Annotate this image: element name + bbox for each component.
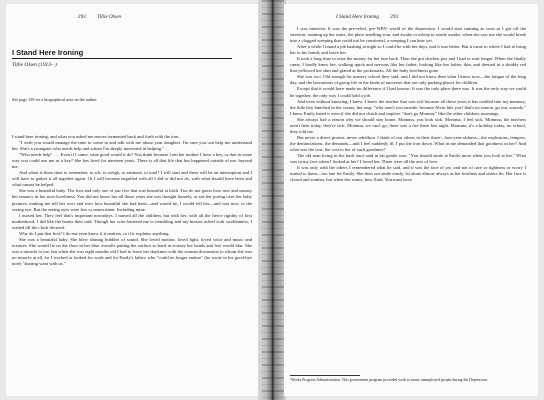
paragraph: She always had a reason why we should stay home. Momma, you look sick. Momma, I feel sick. Momma, the teachers aren't here today, they're sick. Momma, we can't go, there was a fire there last night. Momma, it's a holiday today, no school, they told me. — [290, 116, 526, 134]
paragraph: She was a beautiful baby. She blew shining bubbles of sound. She loved motion, loved light, loved color and music and textures. She would lie on the floor in her blue overalls patting the surface so hard in ecstasy her hands and feet would blur. She was a miracle to me, but when she was eight months old I had to leave her daytimes with the woman downstairs to whom she was no miracle at all, for I worked or looked for work and for Emily's father, who "could no longer endure" (he wrote in his good-bye note) "sharing want with us." — [12, 236, 252, 266]
binding-marks — [262, 0, 284, 400]
paragraph: She was two. Old enough for nursery school they said, and I did not know then what I know now—the fatigue of the long day, and the lacerations of group life in the kinds of nurseries that are only parking places for children. — [290, 74, 526, 86]
paragraph: I was nineteen. It was the pre-relief, pre-WPA¹ world of the depression. I would start running as soon as I got off the streetcar, running up the stairs, the place smelling sour, and awake or asleep to startle awake, when she saw me she would break into a clogged weeping that could not be comforted, a weeping I can hear yet. — [290, 26, 526, 44]
paragraph: "Who needs help" . . . Even if I came, what good would it do? You think because I am her mother I have a key, or that in some way you could use me as a key? She has lived for nineteen years. There is all that life that has happened outside of me, beyond me. — [12, 152, 252, 170]
right-page — [284, 4, 538, 396]
paragraph: And when is there time to remember, to sift, to weigh, to estimate, to total? I will start and there will be an interruption and I will have to gather it all together again. Or I will become engulfed with all I did or did not do, with what should have been and what cannot be helped. — [12, 170, 252, 188]
paragraph: After a while I found a job hashing at night so I could be with her days, and it was better. But it came to where I had to bring her to his family and leave her. — [290, 44, 526, 56]
chapter-rule — [12, 58, 232, 59]
paragraph: And even without knowing, I knew. I knew the teacher that was evil because all these years it has curdled into my memory, the little boy hunched in the corner, her rasp, "why aren't you outside, because Alvin hits you? that's no reason, go out, scaredy." I knew Emily hated it even if she did not clutch and implore "don't go Mommy" like the other children, mornings. — [290, 98, 526, 116]
see-also-note: See page 159 for a biographical note on the author. — [12, 97, 98, 102]
paragraph: Why do I put that first? I do not even know if it matters, or if it explains anything. — [19, 230, 170, 236]
left-running-title: Tillie Olsen — [97, 14, 122, 20]
left-page-number: 292 — [78, 14, 86, 20]
author-line: Tillie Olsen (1913– ) — [12, 62, 57, 68]
footnote: ¹Works Progress Administration. This government program provided work to many unemployed people during the Depression. — [290, 378, 488, 382]
right-running-title: I Stand Here Ironing — [336, 14, 379, 20]
paragraph: It took a long time to raise the money for her fare back. Then she got chicken pox and I had to wait longer. When she finally came, I hardly knew her, walking quick and nervous like her father, looking like her father, thin, and dressed in a shoddy red that yellowed her skin and glared at the pockmarks. All the baby loveliness gone. — [290, 56, 526, 74]
right-page-number: 293 — [390, 14, 399, 20]
left-running-head — [78, 14, 121, 20]
left-body-text — [12, 134, 252, 267]
paragraph: She was a beautiful baby. The first and only one of our five that was beautiful at birth. You do not guess how new and uneasy her tenancy in her now-loveliness. You did not know her all those years she was thought homely, or see her poring over her baby pictures, making me tell her over and over how beautiful she had been—and would be, I would tell her—and was now, to the seeing eye. But the seeing eyes were few or nonexistent. Including mine. — [12, 188, 252, 212]
paragraph: But never a direct protest, never rebellion. I think of our others in their three-, four-year-oldness—the explosions, tempers, the denunciations, the demands—and I feel suddenly ill. I put the iron down. What in me demanded that goodness in her? And what was the cost, the cost to her of such goodness? — [290, 134, 526, 152]
paragraph: I nursed her. They feel that's important nowadays. I nursed all the children, but with her, with all the fierce rigidity of first motherhood, I did like the books then said. Though her cries battered me to trembling and my breasts ached with swollenness, I waited till the clock decreed. — [12, 212, 252, 230]
paragraph: It was only with the others I remembered what he said, and it was the face of joy, and not of care or tightness or worry I turned to them—too late for Emily. She does not smile easily, let alone almost always as her brothers and sisters do. Her face is closed and somber, but when she wants, how fluid. You must have — [290, 165, 526, 183]
chapter-title: I Stand Here Ironing — [12, 48, 84, 57]
paragraph: The old man living in the back once said in his gentle way: "You should smile at Emily more when you look at her." What was in my face when I looked at her? I loved her. There were all the acts of love. — [290, 152, 526, 165]
left-page — [6, 4, 260, 396]
right-body-text — [290, 26, 526, 183]
footnote-rule — [290, 375, 360, 376]
paragraph: "I wish you would manage the time to come in and talk with me about your daughter. I'm sure you can help me understand her. She's a youngster who needs help and whom I'm deeply interested in helping." — [12, 140, 252, 152]
right-running-head — [336, 14, 398, 20]
paragraph: Except that it would have made no difference if I had known. It was the only place there was. It was the only way we could be together, the only way I could hold a job. — [290, 86, 526, 98]
paragraph: I stand here ironing, and what you asked me moves tormented back and forth with the iron. — [12, 134, 180, 139]
